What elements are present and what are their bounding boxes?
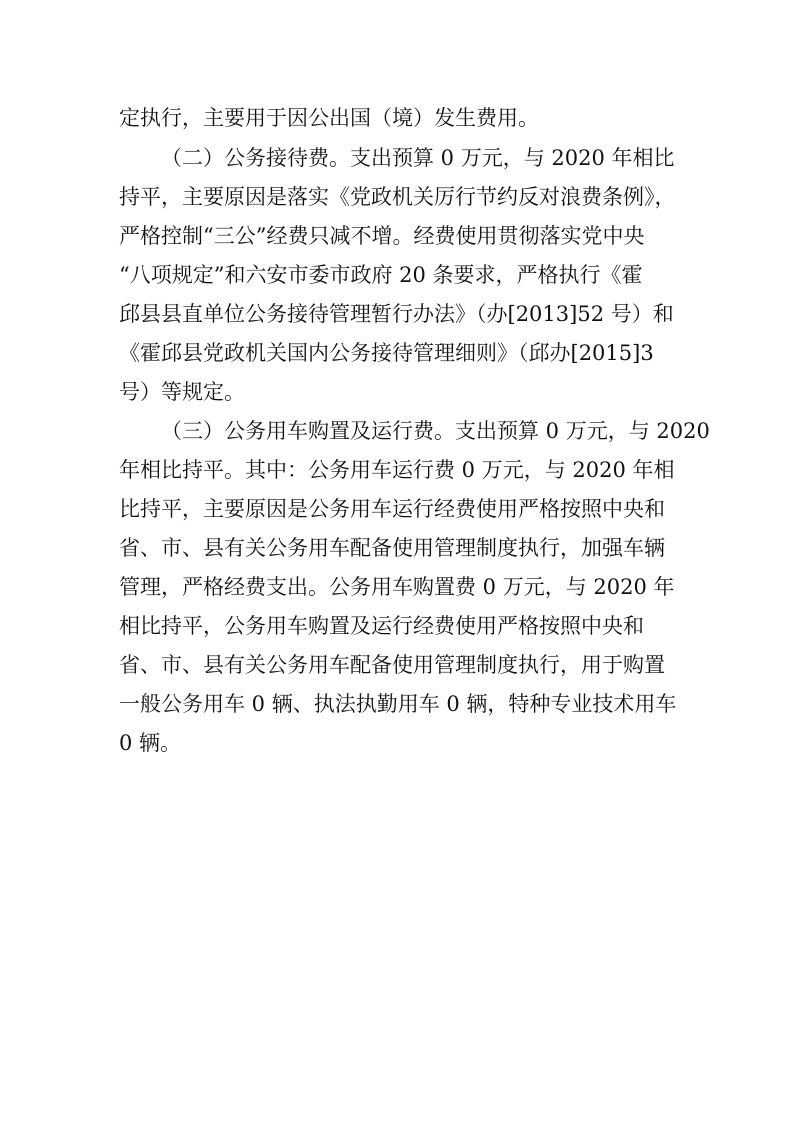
text-line: 持平，主要原因是落实《党政机关厉行节约反对浪费条例》， — [119, 185, 676, 209]
text-line: 比持平，主要原因是公务用车运行经费使用严格按照中央和 — [119, 497, 665, 521]
text-line: “八项规定”和六安市委市政府 20 条要求，严格执行《霍 — [119, 263, 643, 287]
text-line: 省、市、县有关公务用车配备使用管理制度执行，加强车辆 — [119, 536, 665, 560]
text-line: 管理，严格经费支出。公务用车购置费 0 万元，与 2020 年 — [119, 575, 675, 599]
text-line: 严格控制“三公”经费只减不增。经费使用贯彻落实党中央 — [119, 224, 645, 248]
text-line: 邱县县直单位公务接待管理暂行办法》（办[2013]52 号）和 — [119, 302, 674, 326]
section-heading-vehicles: （三）公务用车购置及运行费。支出预算 0 万元，与 2020 — [161, 419, 710, 443]
text-line: 《霍邱县党政机关国内公务接待管理细则》（邱办[2015]3 — [119, 341, 654, 365]
text-line: 号）等规定。 — [119, 380, 245, 404]
text-line: 0 辆。 — [119, 731, 182, 755]
text-line: 一般公务用车 0 辆、执法执勤用车 0 辆，特种专业技术用车 — [119, 692, 677, 716]
text-line: 省、市、县有关公务用车配备使用管理制度执行，用于购置 — [119, 653, 665, 677]
text-line: 定执行，主要用于因公出国（境）发生费用。 — [119, 106, 539, 130]
text-line: 年相比持平。其中：公务用车运行费 0 万元，与 2020 年相 — [119, 458, 675, 482]
text-line: 相比持平，公务用车购置及运行经费使用严格按照中央和 — [119, 614, 644, 638]
section-heading-reception: （二）公务接待费。支出预算 0 万元，与 2020 年相比 — [161, 146, 675, 170]
